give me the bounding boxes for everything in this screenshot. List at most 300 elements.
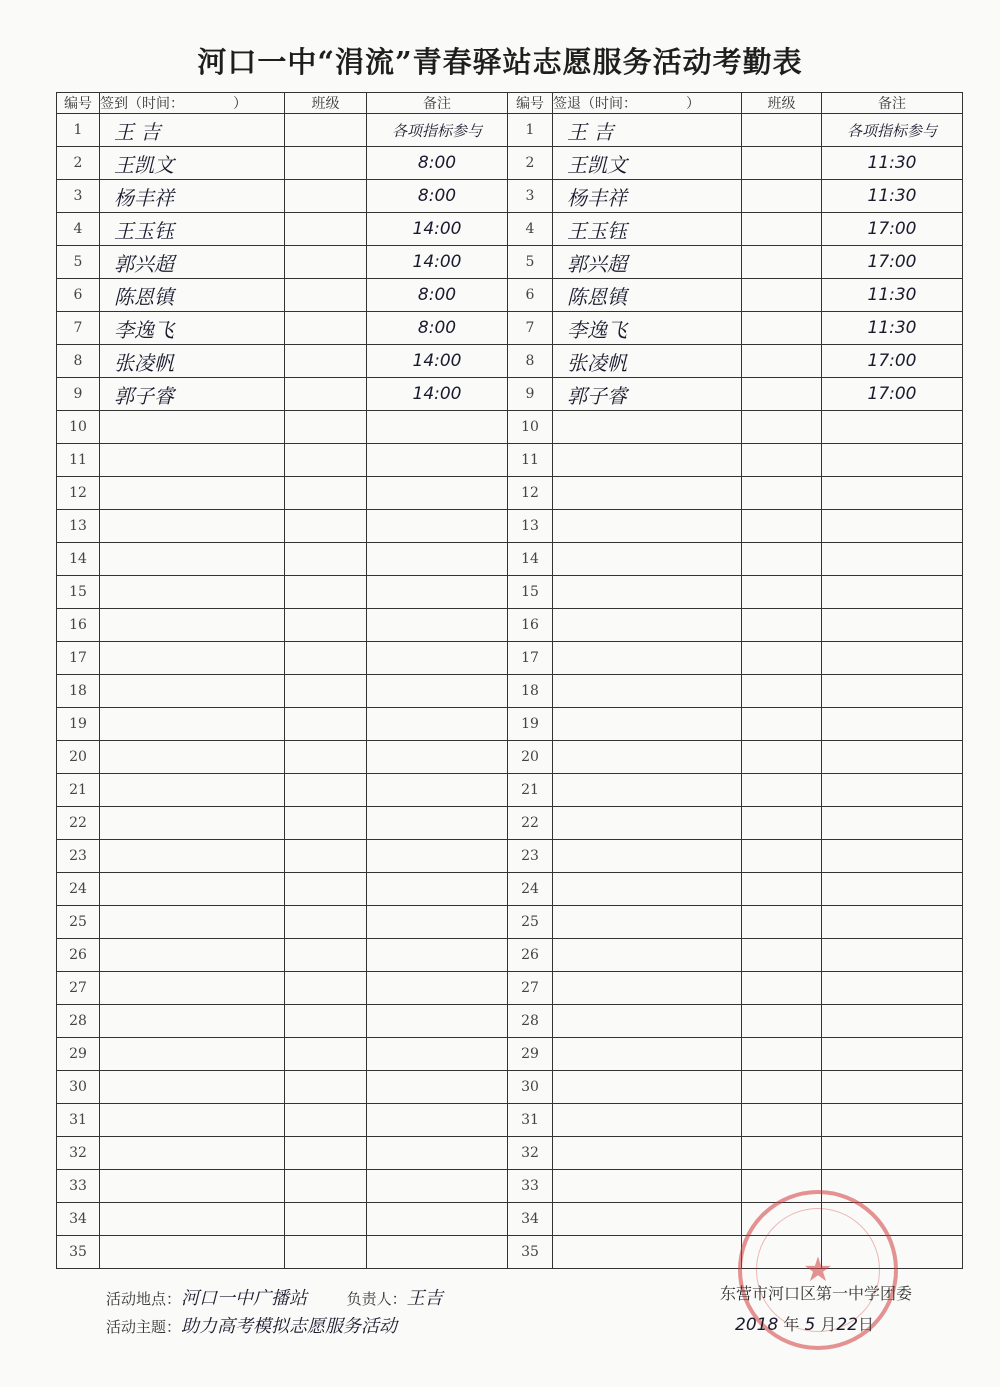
- note-cell: 各项指标参与: [822, 114, 963, 147]
- table-row: [508, 213, 963, 246]
- table-row: [508, 807, 963, 840]
- note-cell: [822, 939, 963, 972]
- row-number: 16: [508, 609, 553, 642]
- signature-cell: [553, 477, 742, 510]
- note-cell: [822, 609, 963, 642]
- sign-out-table: [507, 92, 963, 1269]
- row-number: 2: [508, 147, 553, 180]
- class-cell: [742, 906, 822, 939]
- note-cell: 8:00: [367, 279, 508, 312]
- signature-cell: [100, 477, 285, 510]
- signature-cell: [100, 1005, 285, 1038]
- class-cell: [285, 213, 367, 246]
- row-number: 29: [508, 1038, 553, 1071]
- table-row: [57, 180, 508, 213]
- class-cell: [285, 180, 367, 213]
- signature-cell: 杨丰祥: [100, 180, 285, 213]
- signature-cell: 李逸飞: [100, 312, 285, 345]
- row-number: 4: [508, 213, 553, 246]
- signature-cell: [100, 807, 285, 840]
- class-cell: [742, 246, 822, 279]
- table-row: [57, 1071, 508, 1104]
- note-cell: 11:30: [822, 312, 963, 345]
- table-row: [508, 1104, 963, 1137]
- class-cell: [742, 1104, 822, 1137]
- note-cell: [367, 444, 508, 477]
- table-row: [57, 840, 508, 873]
- class-cell: [285, 246, 367, 279]
- row-number: 5: [508, 246, 553, 279]
- note-cell: 8:00: [367, 312, 508, 345]
- table-row: [508, 444, 963, 477]
- header-class: 班级: [742, 93, 822, 114]
- class-cell: [285, 378, 367, 411]
- table-row: [57, 312, 508, 345]
- row-number: 29: [57, 1038, 100, 1071]
- leader-label: 负责人：: [346, 1290, 407, 1308]
- signature-cell: [100, 411, 285, 444]
- header-num: 编号: [508, 93, 553, 114]
- row-number: 16: [57, 609, 100, 642]
- class-cell: [742, 147, 822, 180]
- row-number: 15: [57, 576, 100, 609]
- table-row: [57, 609, 508, 642]
- signature-cell: [553, 1236, 742, 1269]
- date-year-suffix: 年: [783, 1315, 800, 1334]
- class-cell: [742, 510, 822, 543]
- row-number: 21: [508, 774, 553, 807]
- table-row: [57, 675, 508, 708]
- signature-cell: 张凌帆: [100, 345, 285, 378]
- note-cell: 11:30: [822, 180, 963, 213]
- table-row: [508, 1203, 963, 1236]
- signature-cell: [553, 642, 742, 675]
- row-number: 11: [508, 444, 553, 477]
- row-number: 33: [508, 1170, 553, 1203]
- table-row: [508, 378, 963, 411]
- row-number: 12: [57, 477, 100, 510]
- table-row: [508, 873, 963, 906]
- class-cell: [742, 873, 822, 906]
- note-cell: [822, 1104, 963, 1137]
- signature-cell: [553, 1071, 742, 1104]
- date-month: 5: [804, 1315, 816, 1335]
- row-number: 21: [57, 774, 100, 807]
- class-cell: [742, 609, 822, 642]
- class-cell: [285, 1170, 367, 1203]
- class-cell: [285, 609, 367, 642]
- class-cell: [285, 642, 367, 675]
- sign-date: [735, 1312, 874, 1335]
- table-row: [57, 378, 508, 411]
- note-cell: [367, 1071, 508, 1104]
- note-cell: [367, 774, 508, 807]
- table-row: [508, 411, 963, 444]
- note-cell: [367, 807, 508, 840]
- note-cell: [367, 510, 508, 543]
- official-seal-icon: ★: [738, 1190, 898, 1350]
- class-cell: [285, 444, 367, 477]
- note-cell: 8:00: [367, 180, 508, 213]
- theme-label: 活动主题：: [106, 1318, 182, 1336]
- class-cell: [742, 411, 822, 444]
- table-row: [57, 873, 508, 906]
- row-number: 33: [57, 1170, 100, 1203]
- note-cell: [822, 840, 963, 873]
- row-number: 3: [57, 180, 100, 213]
- table-row: [508, 246, 963, 279]
- row-number: 31: [508, 1104, 553, 1137]
- row-number: 7: [57, 312, 100, 345]
- row-number: 19: [57, 708, 100, 741]
- footer-location-line: [106, 1284, 536, 1310]
- note-cell: [367, 906, 508, 939]
- table-row: [508, 114, 963, 147]
- date-month-suffix: 月: [820, 1315, 837, 1334]
- note-cell: [822, 510, 963, 543]
- signature-cell: 王玉钰: [100, 213, 285, 246]
- class-cell: [742, 708, 822, 741]
- row-number: 35: [508, 1236, 553, 1269]
- note-cell: [822, 873, 963, 906]
- class-cell: [285, 279, 367, 312]
- table-row: [508, 1038, 963, 1071]
- class-cell: [742, 774, 822, 807]
- table-row: [57, 1104, 508, 1137]
- signature-cell: 郭子睿: [553, 378, 742, 411]
- signature-cell: [553, 939, 742, 972]
- row-number: 28: [508, 1005, 553, 1038]
- signature-cell: [553, 708, 742, 741]
- row-number: 4: [57, 213, 100, 246]
- row-number: 30: [508, 1071, 553, 1104]
- class-cell: [285, 312, 367, 345]
- note-cell: [367, 543, 508, 576]
- signature-cell: [553, 444, 742, 477]
- signature-cell: 陈恩镇: [553, 279, 742, 312]
- class-cell: [285, 675, 367, 708]
- row-number: 3: [508, 180, 553, 213]
- table-row: [508, 972, 963, 1005]
- class-cell: [285, 411, 367, 444]
- table-row: [57, 1038, 508, 1071]
- table-row: [508, 477, 963, 510]
- sign-in-table: [56, 92, 508, 1269]
- class-cell: [285, 939, 367, 972]
- class-cell: [742, 807, 822, 840]
- signature-cell: [100, 1038, 285, 1071]
- table-row: [57, 1203, 508, 1236]
- class-cell: [285, 741, 367, 774]
- row-number: 32: [508, 1137, 553, 1170]
- note-cell: [822, 741, 963, 774]
- row-number: 1: [57, 114, 100, 147]
- row-number: 20: [508, 741, 553, 774]
- note-cell: [367, 840, 508, 873]
- class-cell: [742, 939, 822, 972]
- row-number: 32: [57, 1137, 100, 1170]
- signature-cell: [553, 972, 742, 1005]
- signature-cell: 王玉钰: [553, 213, 742, 246]
- class-cell: [285, 906, 367, 939]
- table-row: [57, 114, 508, 147]
- signature-cell: [100, 708, 285, 741]
- class-cell: [742, 972, 822, 1005]
- row-number: 25: [57, 906, 100, 939]
- table-row: [57, 906, 508, 939]
- note-cell: [367, 477, 508, 510]
- class-cell: [285, 840, 367, 873]
- class-cell: [742, 543, 822, 576]
- row-number: 23: [57, 840, 100, 873]
- signature-cell: [100, 939, 285, 972]
- signature-cell: [100, 1137, 285, 1170]
- table-row: [57, 741, 508, 774]
- table-row: [57, 1137, 508, 1170]
- table-row: [57, 411, 508, 444]
- class-cell: [285, 147, 367, 180]
- row-number: 27: [57, 972, 100, 1005]
- class-cell: [742, 477, 822, 510]
- signature-cell: 王凯文: [100, 147, 285, 180]
- class-cell: [285, 807, 367, 840]
- note-cell: [822, 1071, 963, 1104]
- table-row: [57, 213, 508, 246]
- table-row: [508, 675, 963, 708]
- table-row: [508, 1170, 963, 1203]
- signature-cell: 郭兴超: [100, 246, 285, 279]
- row-number: 8: [508, 345, 553, 378]
- signature-cell: [100, 906, 285, 939]
- row-number: 31: [57, 1104, 100, 1137]
- table-row: [57, 477, 508, 510]
- row-number: 24: [57, 873, 100, 906]
- row-number: 17: [57, 642, 100, 675]
- note-cell: [367, 1170, 508, 1203]
- row-number: 27: [508, 972, 553, 1005]
- signature-cell: [553, 543, 742, 576]
- row-number: 20: [57, 741, 100, 774]
- signature-cell: [100, 543, 285, 576]
- table-row: [57, 279, 508, 312]
- class-cell: [285, 1236, 367, 1269]
- signature-cell: [100, 444, 285, 477]
- note-cell: 17:00: [822, 378, 963, 411]
- signature-cell: [553, 510, 742, 543]
- row-number: 14: [508, 543, 553, 576]
- class-cell: [285, 576, 367, 609]
- class-cell: [742, 1005, 822, 1038]
- class-cell: [742, 1038, 822, 1071]
- signature-cell: [100, 675, 285, 708]
- row-number: 8: [57, 345, 100, 378]
- row-number: 5: [57, 246, 100, 279]
- signature-cell: [100, 741, 285, 774]
- header-note: 备注: [822, 93, 963, 114]
- signature-cell: 陈恩镇: [100, 279, 285, 312]
- row-number: 34: [508, 1203, 553, 1236]
- table-row: [508, 774, 963, 807]
- class-cell: [285, 972, 367, 1005]
- class-cell: [285, 708, 367, 741]
- leader-value: 王吉: [406, 1288, 443, 1309]
- sign-out-rows: [508, 114, 963, 1269]
- class-cell: [742, 1137, 822, 1170]
- table-row: [508, 1137, 963, 1170]
- signature-cell: [553, 1005, 742, 1038]
- note-cell: [367, 411, 508, 444]
- class-cell: [285, 543, 367, 576]
- class-cell: [285, 1137, 367, 1170]
- row-number: 14: [57, 543, 100, 576]
- row-number: 9: [57, 378, 100, 411]
- signature-cell: [100, 972, 285, 1005]
- note-cell: [822, 807, 963, 840]
- sign-out-header-row: [508, 93, 963, 114]
- row-number: 18: [57, 675, 100, 708]
- signature-cell: 郭子睿: [100, 378, 285, 411]
- signature-cell: [553, 906, 742, 939]
- class-cell: [742, 345, 822, 378]
- row-number: 12: [508, 477, 553, 510]
- row-number: 6: [508, 279, 553, 312]
- table-row: [57, 708, 508, 741]
- signature-cell: [553, 675, 742, 708]
- note-cell: [822, 675, 963, 708]
- table-row: [508, 180, 963, 213]
- class-cell: [742, 279, 822, 312]
- class-cell: [285, 1071, 367, 1104]
- header-class: 班级: [285, 93, 367, 114]
- table-row: [508, 840, 963, 873]
- signature-cell: [100, 873, 285, 906]
- header-sign-in: 签到（时间： ）: [100, 93, 285, 114]
- row-number: 30: [57, 1071, 100, 1104]
- header-num: 编号: [57, 93, 100, 114]
- note-cell: 17:00: [822, 246, 963, 279]
- sign-in-rows: [57, 114, 508, 1269]
- signature-cell: [553, 873, 742, 906]
- note-cell: [367, 1203, 508, 1236]
- table-row: [508, 312, 963, 345]
- signature-cell: 王 吉: [553, 114, 742, 147]
- note-cell: [367, 873, 508, 906]
- signature-cell: [100, 1170, 285, 1203]
- table-row: [57, 1170, 508, 1203]
- note-cell: [822, 1038, 963, 1071]
- signature-cell: 杨丰祥: [553, 180, 742, 213]
- note-cell: [822, 477, 963, 510]
- table-row: [57, 1005, 508, 1038]
- class-cell: [742, 114, 822, 147]
- signature-cell: [100, 1071, 285, 1104]
- note-cell: 14:00: [367, 345, 508, 378]
- signature-cell: [100, 1236, 285, 1269]
- note-cell: 14:00: [367, 213, 508, 246]
- table-row: [508, 345, 963, 378]
- row-number: 22: [508, 807, 553, 840]
- table-row: [508, 279, 963, 312]
- signature-cell: [553, 1170, 742, 1203]
- table-row: [508, 609, 963, 642]
- table-row: [57, 246, 508, 279]
- row-number: 13: [508, 510, 553, 543]
- note-cell: [367, 675, 508, 708]
- class-cell: [285, 1203, 367, 1236]
- class-cell: [285, 114, 367, 147]
- table-row: [508, 939, 963, 972]
- row-number: 9: [508, 378, 553, 411]
- table-row: [508, 708, 963, 741]
- theme-value: 助力高考模拟志愿服务活动: [181, 1316, 398, 1337]
- table-row: [508, 147, 963, 180]
- row-number: 28: [57, 1005, 100, 1038]
- class-cell: [285, 1038, 367, 1071]
- header-sign-out: 签退（时间： ）: [553, 93, 742, 114]
- note-cell: [367, 1236, 508, 1269]
- row-number: 25: [508, 906, 553, 939]
- table-row: [508, 642, 963, 675]
- note-cell: 17:00: [822, 213, 963, 246]
- signature-cell: [553, 741, 742, 774]
- table-row: [57, 345, 508, 378]
- note-cell: [367, 1104, 508, 1137]
- row-number: 10: [508, 411, 553, 444]
- note-cell: [822, 774, 963, 807]
- signature-cell: [553, 1137, 742, 1170]
- table-row: [57, 543, 508, 576]
- note-cell: [367, 1005, 508, 1038]
- class-cell: [285, 1005, 367, 1038]
- page-title: 河口一中“涓流”青春驿站志愿服务活动考勤表: [197, 45, 803, 79]
- note-cell: [822, 642, 963, 675]
- note-cell: [822, 576, 963, 609]
- signature-cell: 王 吉: [100, 114, 285, 147]
- table-row: [508, 576, 963, 609]
- class-cell: [285, 345, 367, 378]
- signature-cell: [553, 807, 742, 840]
- note-cell: 11:30: [822, 279, 963, 312]
- class-cell: [285, 1104, 367, 1137]
- row-number: 18: [508, 675, 553, 708]
- table-row: [57, 774, 508, 807]
- class-cell: [285, 774, 367, 807]
- table-row: [57, 444, 508, 477]
- row-number: 7: [508, 312, 553, 345]
- row-number: 1: [508, 114, 553, 147]
- row-number: 10: [57, 411, 100, 444]
- signature-cell: [100, 609, 285, 642]
- signature-cell: [553, 576, 742, 609]
- note-cell: [367, 972, 508, 1005]
- note-cell: [822, 543, 963, 576]
- signature-cell: [553, 411, 742, 444]
- note-cell: 8:00: [367, 147, 508, 180]
- class-cell: [742, 180, 822, 213]
- class-cell: [742, 741, 822, 774]
- class-cell: [742, 444, 822, 477]
- location-label: 活动地点：: [106, 1290, 182, 1308]
- signature-cell: [553, 1203, 742, 1236]
- note-cell: [822, 1005, 963, 1038]
- row-number: 26: [57, 939, 100, 972]
- table-row: [508, 510, 963, 543]
- signature-cell: [100, 840, 285, 873]
- class-cell: [742, 675, 822, 708]
- class-cell: [742, 378, 822, 411]
- location-value: 河口一中广播站: [181, 1288, 308, 1309]
- signature-cell: 李逸飞: [553, 312, 742, 345]
